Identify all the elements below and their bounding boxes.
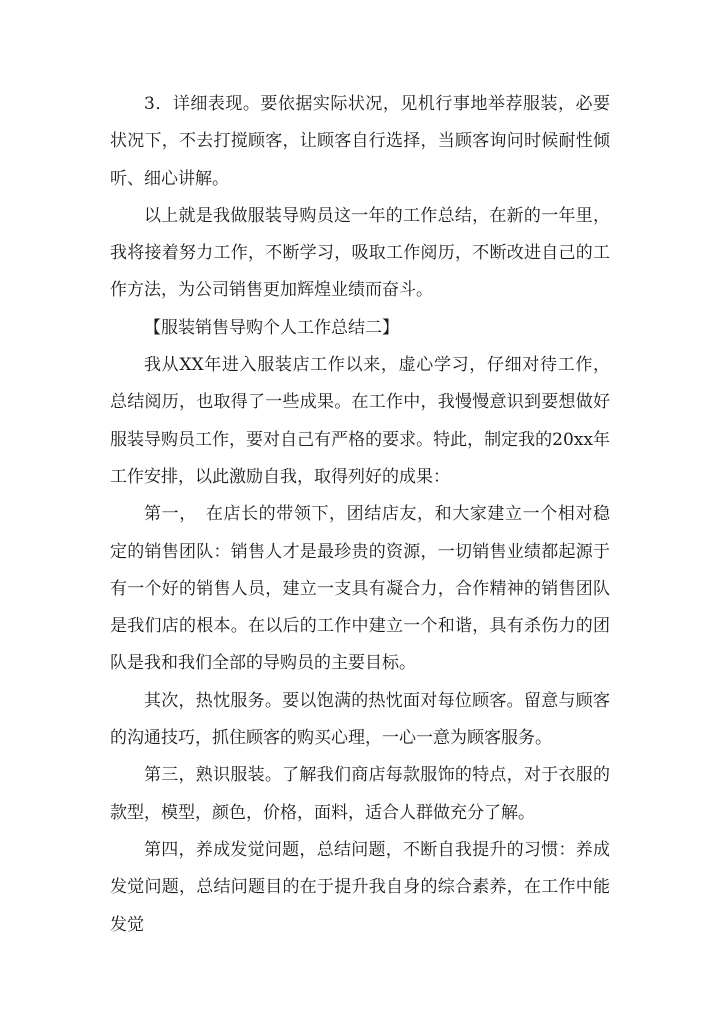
paragraph-second: 其次，热忱服务。要以饱满的热忱面对每位顾客。留意与顾客的沟通技巧，抓住顾客的购买心理，一心一意为顾客服务。 [110, 690, 610, 749]
paragraph-third: 第三，熟识服装。了解我们商店每款服饰的特点，对于衣服的款型，模型，颜色，价格，面料，适合人群做充分了解。 [110, 765, 610, 823]
paragraph-intro: 我从XX年进入服装店工作以来，虚心学习，仔细对待工作，总结阅历，也取得了一些成果。在工作中，我慢慢意识到要想做好服装导购员工作，要对自己有严格的要求。特此，制定我的20xx年工作安排，以此激励自我，取得列好的成果： [110, 355, 610, 487]
section-heading-summary-two: 【服装销售导购个人工作总结二】 [144, 317, 399, 338]
paragraph-fourth: 第四，养成发觉问题，总结问题，不断自我提升的习惯：养成发觉问题，总结问题目的在于提升我自身的综合素养，在工作中能发觉 [110, 839, 610, 935]
paragraph-detailed-performance: 3．详细表现。要依据实际状况，见机行事地举荐服装，必要状况下，不去打搅顾客，让顾客自行选择，当顾客询问时候耐性倾听、细心讲解。 [110, 94, 610, 189]
document-body [110, 86, 610, 944]
paragraph-first: 第一， 在店长的带领下，团结店友，和大家建立一个相对稳定的销售团队：销售人才是最珍贵的资源，一切销售业绩都起源于有一个好的销售人员，建立一支具有凝合力，合作精神的销售团队是我们店的根本。在以后的工作中建立一个和谐，具有杀伤力的团队是我和我们全部的导购员的主要目标。 [110, 504, 610, 674]
paragraph-year-summary: 以上就是我做服装导购员这一年的工作总结，在新的一年里，我将接着努力工作，不断学习，吸取工作阅历，不断改进自己的工作方法，为公司销售更加辉煌业绩而奋斗。 [110, 205, 610, 301]
